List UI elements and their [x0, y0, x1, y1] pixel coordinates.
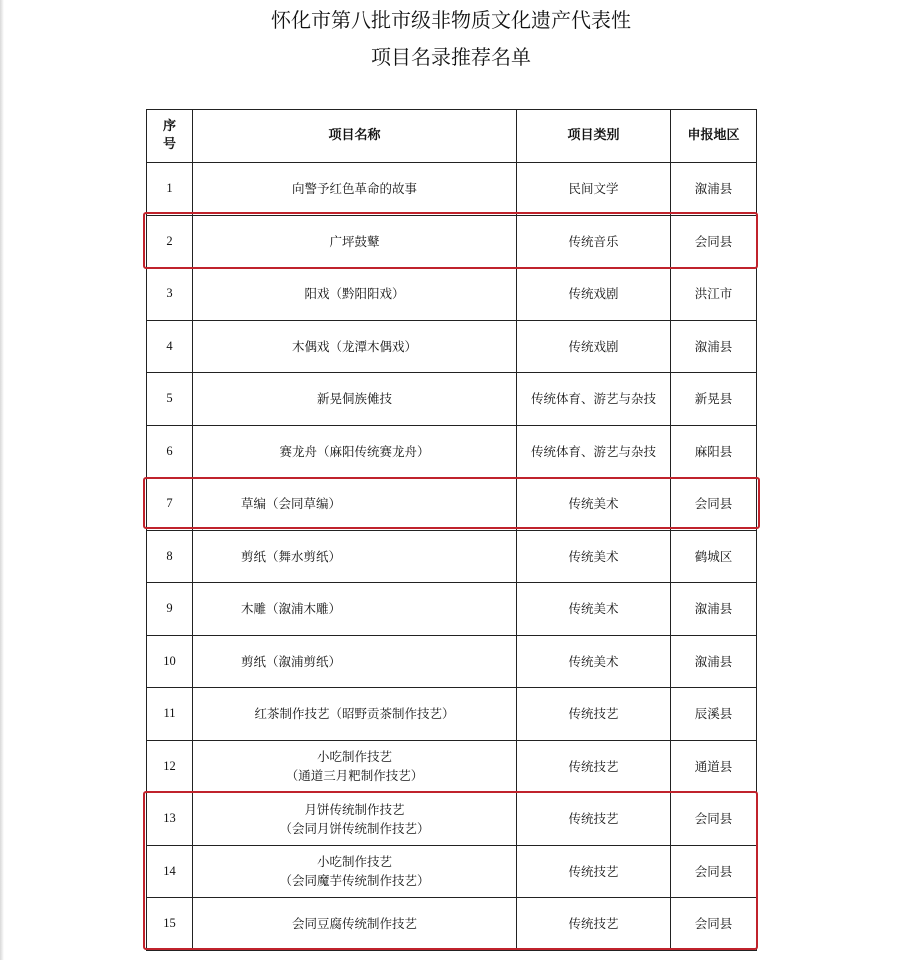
row-name: 剪纸（溆浦剪纸）	[193, 635, 517, 688]
row-region: 溆浦县	[671, 635, 757, 688]
header-region: 申报地区	[671, 110, 757, 163]
row-number: 12	[147, 740, 193, 793]
row-region: 会同县	[671, 845, 757, 898]
table-row	[147, 530, 757, 583]
row-name: 会同豆腐传统制作技艺	[193, 898, 517, 951]
row-name	[193, 740, 517, 793]
row-number: 8	[147, 530, 193, 583]
row-region: 溆浦县	[671, 320, 757, 373]
header-category: 项目类别	[517, 110, 671, 163]
row-name: 草编（会同草编）	[193, 478, 517, 531]
row-category: 传统美术	[517, 635, 671, 688]
row-region: 洪江市	[671, 268, 757, 321]
row-name: 新晃侗族傩技	[193, 373, 517, 426]
row-name: 阳戏（黔阳阳戏）	[193, 268, 517, 321]
row-name: 向警予红色革命的故事	[193, 163, 517, 216]
table-row	[147, 373, 757, 426]
row-number: 6	[147, 425, 193, 478]
row-number: 10	[147, 635, 193, 688]
row-name-line-2: （会同魔芋传统制作技艺）	[279, 873, 430, 889]
row-number: 4	[147, 320, 193, 373]
row-category: 传统技艺	[517, 740, 671, 793]
row-number: 15	[147, 898, 193, 951]
table-header-row	[147, 110, 757, 163]
row-name: 木雕（溆浦木雕）	[193, 583, 517, 636]
row-category: 民间文学	[517, 163, 671, 216]
row-name: 木偶戏（龙潭木偶戏）	[193, 320, 517, 373]
row-number: 5	[147, 373, 193, 426]
row-name-line-1: 小吃制作技艺	[316, 749, 392, 765]
row-region: 会同县	[671, 215, 757, 268]
row-number: 13	[147, 793, 193, 846]
highlight-box-rows-13-15	[143, 791, 758, 950]
page-edge-shadow	[0, 0, 4, 960]
row-region: 辰溪县	[671, 688, 757, 741]
row-category: 传统戏剧	[517, 268, 671, 321]
row-name-line-2: （会同月饼传统制作技艺）	[279, 820, 430, 836]
row-region: 新晃县	[671, 373, 757, 426]
row-category: 传统体育、游艺与杂技	[517, 425, 671, 478]
row-category: 传统技艺	[517, 793, 671, 846]
row-name: 赛龙舟（麻阳传统赛龙舟）	[193, 425, 517, 478]
row-category: 传统技艺	[517, 898, 671, 951]
row-category: 传统技艺	[517, 688, 671, 741]
highlight-box-row-2	[143, 212, 758, 269]
table-row	[147, 425, 757, 478]
table-row	[147, 583, 757, 636]
row-region: 溆浦县	[671, 583, 757, 636]
row-category: 传统技艺	[517, 845, 671, 898]
row-number: 7	[147, 478, 193, 531]
document-title-line-2: 项目名录推荐名单	[371, 45, 531, 69]
row-region: 会同县	[671, 793, 757, 846]
row-category: 传统体育、游艺与杂技	[517, 373, 671, 426]
table-row	[147, 163, 757, 216]
row-number: 3	[147, 268, 193, 321]
document-title-line-1: 怀化市第八批市级非物质文化遗产代表性	[271, 8, 631, 32]
table-row	[147, 688, 757, 741]
row-region: 通道县	[671, 740, 757, 793]
row-region: 鹤城区	[671, 530, 757, 583]
row-number: 14	[147, 845, 193, 898]
row-category: 传统美术	[517, 478, 671, 531]
table-row	[147, 320, 757, 373]
table-row	[147, 268, 757, 321]
row-number: 9	[147, 583, 193, 636]
table-row	[147, 635, 757, 688]
row-category: 传统美术	[517, 530, 671, 583]
row-number: 1	[147, 163, 193, 216]
row-name: 剪纸（舞水剪纸）	[193, 530, 517, 583]
row-region: 溆浦县	[671, 163, 757, 216]
header-number: 序号	[147, 110, 193, 163]
row-category: 传统戏剧	[517, 320, 671, 373]
row-category: 传统美术	[517, 583, 671, 636]
row-name: 红茶制作技艺（昭野贡茶制作技艺）	[193, 688, 517, 741]
row-region: 麻阳县	[671, 425, 757, 478]
row-number: 11	[147, 688, 193, 741]
row-name-line-1: 月饼传统制作技艺	[304, 801, 405, 817]
table-row	[147, 740, 757, 793]
row-region: 会同县	[671, 478, 757, 531]
row-name-line-2: （通道三月粑制作技艺）	[285, 768, 424, 784]
row-number: 2	[147, 215, 193, 268]
row-region: 会同县	[671, 898, 757, 951]
row-category: 传统音乐	[517, 215, 671, 268]
header-name: 项目名称	[193, 110, 517, 163]
row-name: 广坪鼓鼙	[193, 215, 517, 268]
row-name-line-1: 小吃制作技艺	[316, 854, 392, 870]
highlight-box-row-7	[143, 477, 760, 529]
